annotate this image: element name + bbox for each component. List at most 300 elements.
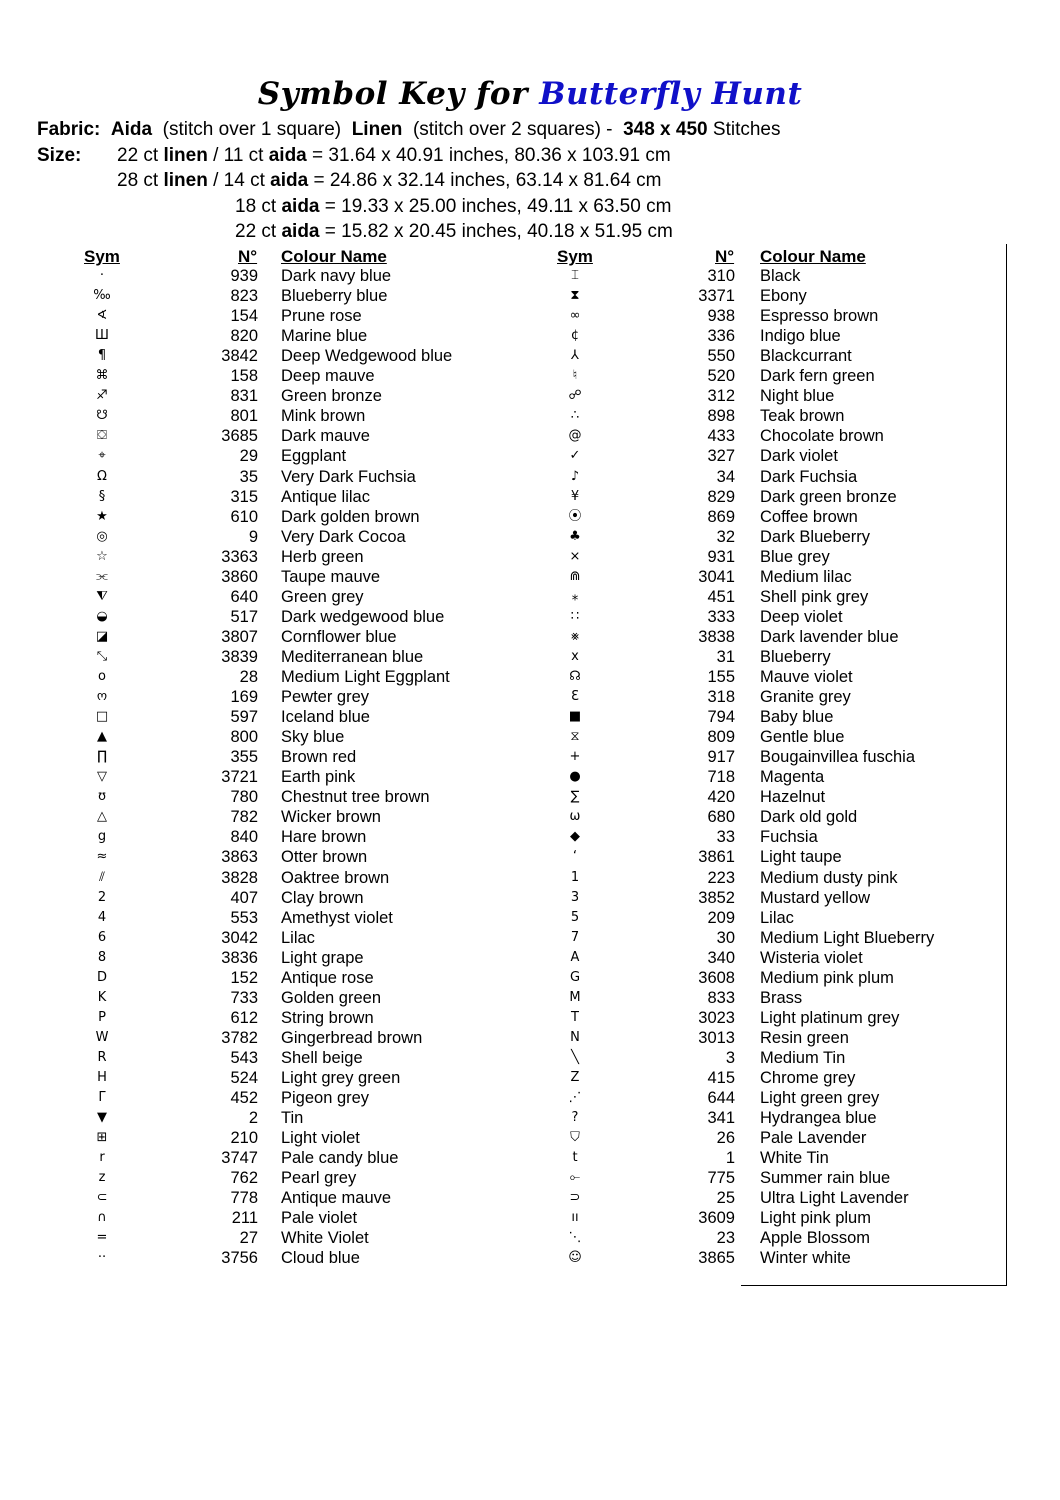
symbol-icon: ıı bbox=[571, 1210, 579, 1226]
symbol-icon: ● bbox=[569, 769, 581, 785]
colour-name: Herb green bbox=[281, 547, 364, 566]
floss-number: 340 bbox=[707, 948, 735, 967]
title-prefix: Symbol Key for bbox=[257, 76, 528, 112]
colour-name: Magenta bbox=[760, 768, 825, 787]
floss-number: 152 bbox=[230, 968, 258, 987]
symbol-icon: W bbox=[95, 1029, 109, 1045]
size-line-4: 22 ct aida = 15.82 x 20.45 inches, 40.18 x 51.95 cm bbox=[235, 221, 673, 242]
floss-number: 3861 bbox=[698, 848, 735, 867]
symbol-icon: ‘ bbox=[572, 849, 578, 865]
floss-number: 310 bbox=[707, 267, 735, 285]
symbol-icon: ☊ bbox=[569, 669, 581, 684]
floss-number: 3860 bbox=[221, 567, 258, 586]
size-line-1: 22 ct linen / 11 ct aida = 31.64 x 40.91 inches, 80.36 x 103.91 cm bbox=[117, 145, 671, 166]
floss-number: 931 bbox=[707, 547, 735, 566]
symbol-icon: ⟜ bbox=[569, 1170, 581, 1186]
left-col-sym-header: Sym bbox=[84, 247, 120, 266]
symbol-icon: P bbox=[98, 1009, 106, 1025]
colour-name: Blueberry blue bbox=[281, 287, 388, 306]
symbol-icon: ∩ bbox=[97, 1210, 107, 1226]
floss-number: 917 bbox=[707, 748, 735, 767]
left-col-num-header: N° bbox=[238, 247, 258, 266]
colour-name: Mustard yellow bbox=[760, 888, 871, 907]
colour-name: Dark old gold bbox=[760, 808, 858, 827]
colour-name: Wisteria violet bbox=[760, 948, 863, 967]
floss-number: 762 bbox=[230, 1169, 258, 1188]
page-title bbox=[0, 76, 1060, 112]
floss-number: 680 bbox=[707, 808, 735, 827]
fabric-aida: Aida bbox=[110, 119, 153, 140]
floss-number: 169 bbox=[230, 688, 258, 707]
colour-name: Blackcurrant bbox=[760, 347, 852, 366]
colour-name: Cloud blue bbox=[281, 1249, 360, 1268]
floss-number: 336 bbox=[707, 327, 735, 346]
colour-name: Hazelnut bbox=[760, 788, 826, 807]
colour-name: Night blue bbox=[760, 387, 835, 406]
colour-name: Otter brown bbox=[281, 848, 368, 867]
colour-name: Very Dark Cocoa bbox=[281, 527, 406, 546]
floss-number: 644 bbox=[707, 1089, 735, 1108]
colour-name: Deep Wedgewood blue bbox=[281, 347, 453, 366]
right-col-sym-header: Sym bbox=[557, 247, 593, 266]
floss-number: 775 bbox=[707, 1169, 735, 1188]
floss-number: 517 bbox=[230, 607, 258, 626]
stitches-label: Stitches bbox=[712, 119, 781, 140]
symbol-icon: g bbox=[97, 829, 107, 845]
colour-name: Antique lilac bbox=[281, 487, 370, 506]
symbol-icon: ⊂ bbox=[96, 1190, 108, 1206]
floss-number: 32 bbox=[716, 527, 735, 546]
colour-name: Dark mauve bbox=[281, 427, 370, 446]
symbol-icon: ∴ bbox=[570, 408, 580, 424]
symbol-icon: ¢ bbox=[570, 328, 580, 344]
colour-name: Dark green bronze bbox=[760, 487, 897, 506]
colour-name: Hare brown bbox=[281, 828, 367, 847]
colour-name: Dark lavender blue bbox=[760, 627, 899, 646]
symbol-icon: G bbox=[569, 969, 581, 985]
symbol-icon: ? bbox=[571, 1110, 579, 1126]
colour-name: Gentle blue bbox=[760, 728, 845, 747]
colour-name: Dark violet bbox=[760, 447, 838, 466]
colour-name: Prune rose bbox=[281, 307, 362, 326]
floss-number: 327 bbox=[707, 447, 735, 466]
floss-number: 1 bbox=[725, 1149, 735, 1168]
colour-name: Pearl grey bbox=[281, 1169, 357, 1188]
colour-name: Antique rose bbox=[281, 968, 374, 987]
colour-name: Antique mauve bbox=[281, 1189, 392, 1208]
colour-name: Light grape bbox=[281, 948, 364, 967]
floss-number: 26 bbox=[716, 1129, 735, 1148]
colour-name: Coffee brown bbox=[760, 507, 858, 526]
symbol-icon: Ш bbox=[95, 328, 109, 344]
symbol-icon: H bbox=[97, 1070, 107, 1085]
symbol-icon: A bbox=[570, 949, 580, 965]
colour-name: Light grey green bbox=[281, 1069, 401, 1087]
symbol-icon: ♣ bbox=[569, 528, 581, 544]
floss-number: 3747 bbox=[221, 1149, 258, 1168]
floss-number: 3685 bbox=[221, 427, 258, 446]
floss-number: 3756 bbox=[221, 1249, 258, 1268]
colour-name: Iceland blue bbox=[281, 708, 370, 727]
colour-name: Light pink plum bbox=[760, 1209, 871, 1228]
symbol-icon: ⁎ bbox=[571, 588, 579, 604]
symbol-icon: Ɛ bbox=[571, 689, 579, 705]
floss-number: 782 bbox=[230, 808, 258, 827]
floss-number: 355 bbox=[230, 748, 258, 767]
size-label: Size: bbox=[37, 145, 82, 166]
symbol-icon: K bbox=[97, 989, 107, 1005]
fabric-line bbox=[37, 119, 780, 141]
symbol-icon: ⦿ bbox=[568, 508, 582, 524]
floss-number: 209 bbox=[707, 908, 735, 927]
symbol-icon: ⤡ bbox=[96, 648, 108, 664]
colour-name: Apple Blossom bbox=[760, 1229, 871, 1248]
symbol-icon: § bbox=[98, 488, 106, 504]
colour-name: Light violet bbox=[281, 1129, 360, 1148]
floss-number: 939 bbox=[230, 267, 258, 285]
floss-number: 35 bbox=[239, 467, 258, 486]
symbol-icon: 4 bbox=[97, 909, 107, 925]
pattern-name: Butterfly Hunt bbox=[539, 76, 803, 112]
floss-number: 3371 bbox=[698, 287, 735, 306]
floss-number: 33 bbox=[716, 828, 735, 847]
colour-name: Brass bbox=[760, 988, 803, 1007]
colour-name: Tin bbox=[281, 1109, 304, 1128]
colour-name: Mediterranean blue bbox=[281, 647, 424, 666]
symbol-icon: D bbox=[96, 969, 107, 985]
floss-number: 2 bbox=[248, 1109, 258, 1128]
floss-number: 415 bbox=[707, 1069, 735, 1087]
symbol-icon: ⋰ bbox=[568, 1090, 582, 1106]
floss-number: 312 bbox=[707, 387, 735, 406]
floss-number: 718 bbox=[707, 768, 735, 787]
colour-name: Baby blue bbox=[760, 708, 834, 727]
floss-number: 34 bbox=[716, 467, 735, 486]
symbol-icon: ‰ bbox=[93, 288, 111, 304]
floss-number: 452 bbox=[230, 1089, 258, 1108]
floss-number: 25 bbox=[716, 1189, 735, 1208]
colour-name: Ebony bbox=[760, 287, 807, 306]
size-line-2: 28 ct linen / 14 ct aida = 24.86 x 32.14 inches, 63.14 x 81.64 cm bbox=[117, 170, 662, 191]
floss-number: 341 bbox=[707, 1109, 735, 1128]
box-right-border bbox=[1006, 244, 1007, 1286]
colour-name: Dark fern green bbox=[760, 367, 875, 386]
colour-name: Mink brown bbox=[281, 407, 366, 426]
colour-name: Resin green bbox=[760, 1028, 849, 1047]
colour-name: White Violet bbox=[281, 1229, 369, 1248]
colour-name: Blue grey bbox=[760, 547, 830, 566]
colour-name: Chocolate brown bbox=[760, 427, 884, 446]
stitch-count: 348 x 450 bbox=[623, 119, 708, 140]
colour-name: Medium dusty pink bbox=[760, 868, 898, 887]
floss-number: 3842 bbox=[221, 347, 258, 366]
floss-number: 407 bbox=[230, 888, 258, 907]
colour-name: Mauve violet bbox=[760, 668, 853, 686]
floss-number: 3721 bbox=[221, 768, 258, 787]
symbol-icon: ⧖ bbox=[570, 729, 580, 745]
colour-name: Dark wedgewood blue bbox=[281, 607, 445, 626]
colour-name: Sky blue bbox=[281, 728, 345, 747]
floss-number: 809 bbox=[707, 728, 735, 747]
colour-name: Winter white bbox=[760, 1249, 851, 1268]
floss-number: 3865 bbox=[698, 1249, 735, 1268]
fabric-aida-note: (stitch over 1 square) bbox=[162, 119, 342, 140]
symbol-icon: 6 bbox=[97, 929, 107, 945]
symbol-icon: Γ bbox=[98, 1090, 106, 1106]
symbol-icon: ⌖ bbox=[98, 448, 106, 464]
floss-number: 333 bbox=[707, 607, 735, 626]
symbol-icon: ⅄ bbox=[571, 348, 579, 364]
symbol-icon: ☋ bbox=[96, 408, 108, 424]
colour-name: Summer rain blue bbox=[760, 1169, 891, 1188]
colour-name: Fuchsia bbox=[760, 828, 818, 847]
symbol-icon: ⋱ bbox=[568, 1230, 582, 1246]
symbol-icon: ⊞ bbox=[96, 1130, 108, 1146]
colour-name: Deep mauve bbox=[281, 367, 375, 386]
symbol-icon: ∏ bbox=[97, 749, 107, 765]
fabric-linen: Linen bbox=[351, 119, 403, 140]
colour-name: Blueberry bbox=[760, 647, 831, 666]
colour-name: Light green grey bbox=[760, 1089, 880, 1108]
floss-number: 597 bbox=[230, 708, 258, 727]
symbol-icon: ◪ bbox=[95, 628, 109, 644]
floss-number: 433 bbox=[707, 427, 735, 446]
symbol-icon: ◎ bbox=[96, 528, 108, 544]
floss-number: 3836 bbox=[221, 948, 258, 967]
colour-name: Green grey bbox=[281, 587, 364, 606]
symbol-icon: + bbox=[569, 749, 581, 765]
colour-name: Pale Lavender bbox=[760, 1129, 867, 1148]
symbol-icon: 8 bbox=[97, 949, 107, 965]
colour-name: Dark navy blue bbox=[281, 267, 392, 285]
symbol-icon: M bbox=[569, 989, 581, 1005]
symbol-icon: ▼ bbox=[97, 1110, 107, 1126]
colour-name: Pale violet bbox=[281, 1209, 358, 1228]
right-col-num-header: N° bbox=[715, 247, 735, 266]
colour-name: Shell pink grey bbox=[760, 587, 869, 606]
symbol-icon: ω bbox=[569, 809, 581, 825]
symbol-icon: R bbox=[97, 1049, 107, 1065]
symbol-icon: ◆ bbox=[570, 829, 580, 845]
floss-number: 524 bbox=[230, 1069, 258, 1087]
symbol-icon: N bbox=[570, 1029, 580, 1045]
left-col-name-header: Colour Name bbox=[281, 247, 387, 266]
symbol-icon: ⨯ bbox=[569, 548, 581, 564]
floss-number: 420 bbox=[707, 788, 735, 807]
floss-number: 158 bbox=[230, 367, 258, 386]
colour-name: Taupe mauve bbox=[281, 567, 381, 586]
floss-number: 3609 bbox=[698, 1209, 735, 1228]
fabric-linen-note: (stitch over 2 squares) - bbox=[412, 119, 613, 140]
floss-number: 938 bbox=[707, 307, 735, 326]
colour-name: Chrome grey bbox=[760, 1069, 856, 1087]
symbol-icon: ⫘ bbox=[96, 568, 108, 584]
symbol-icon: o bbox=[98, 669, 106, 684]
floss-number: 898 bbox=[707, 407, 735, 426]
floss-number: 778 bbox=[230, 1189, 258, 1208]
colour-name: Medium Light Blueberry bbox=[760, 928, 935, 947]
symbol-icon: ☺ bbox=[568, 1250, 582, 1266]
symbol-icon: r bbox=[99, 1150, 105, 1166]
floss-number: 800 bbox=[230, 728, 258, 747]
colour-name: Light taupe bbox=[760, 848, 842, 867]
symbol-icon: ☍ bbox=[568, 388, 582, 404]
symbol-icon: ╲ bbox=[571, 1049, 579, 1065]
colour-name: Chestnut tree brown bbox=[281, 788, 430, 807]
symbol-icon: 2 bbox=[97, 889, 107, 905]
colour-name: Teak brown bbox=[760, 407, 845, 426]
symbol-icon: ⧗ bbox=[570, 288, 580, 304]
floss-number: 3608 bbox=[698, 968, 735, 987]
symbol-icon: = bbox=[96, 1230, 108, 1246]
floss-number: 543 bbox=[230, 1048, 258, 1067]
colour-name: Granite grey bbox=[760, 688, 851, 707]
colour-name: Pale candy blue bbox=[281, 1149, 399, 1168]
floss-number: 520 bbox=[707, 367, 735, 386]
floss-number: 840 bbox=[230, 828, 258, 847]
colour-name: Medium Tin bbox=[760, 1048, 846, 1067]
floss-number: 223 bbox=[707, 868, 735, 887]
symbol-icon: ★ bbox=[96, 508, 108, 524]
floss-number: 154 bbox=[230, 307, 258, 326]
colour-name: Black bbox=[760, 267, 801, 285]
symbol-icon: ▽ bbox=[97, 769, 107, 785]
floss-number: 733 bbox=[230, 988, 258, 1007]
colour-name: Wicker brown bbox=[281, 808, 381, 827]
floss-number: 3852 bbox=[698, 888, 735, 907]
colour-name: Lilac bbox=[760, 908, 794, 927]
colour-name: Eggplant bbox=[281, 447, 347, 466]
colour-name: White Tin bbox=[760, 1149, 829, 1168]
floss-number: 610 bbox=[230, 507, 258, 526]
colour-name: Brown red bbox=[281, 748, 357, 767]
colour-name: Oaktree brown bbox=[281, 868, 390, 887]
floss-number: 451 bbox=[707, 587, 735, 606]
colour-name: Dark golden brown bbox=[281, 507, 420, 526]
symbol-icon: x bbox=[571, 648, 579, 664]
symbol-icon: ∑ bbox=[570, 789, 580, 805]
floss-number: 3042 bbox=[221, 928, 258, 947]
symbol-icon: △ bbox=[97, 809, 107, 825]
floss-number: 869 bbox=[707, 507, 735, 526]
floss-number: 3013 bbox=[698, 1028, 735, 1047]
symbol-icon: ♪ bbox=[570, 468, 580, 484]
floss-number: 640 bbox=[230, 587, 258, 606]
colour-name: Medium pink plum bbox=[760, 968, 894, 987]
colour-name: String brown bbox=[281, 1008, 374, 1027]
colour-name: Earth pink bbox=[281, 768, 356, 787]
colour-name: Lilac bbox=[281, 928, 315, 947]
symbol-icon: 5 bbox=[570, 909, 580, 925]
colour-name: Green bronze bbox=[281, 387, 382, 406]
symbol-icon: ⌶ bbox=[571, 268, 579, 283]
colour-name: Clay brown bbox=[281, 888, 364, 907]
colour-name: Amethyst violet bbox=[281, 908, 393, 927]
symbol-icon: 3 bbox=[570, 889, 580, 905]
symbol-icon: t bbox=[572, 1150, 578, 1166]
symbol-icon: ✓ bbox=[569, 448, 581, 464]
floss-number: 3 bbox=[725, 1048, 735, 1067]
colour-name: Pigeon grey bbox=[281, 1089, 370, 1108]
symbol-icon: Z bbox=[570, 1070, 580, 1085]
floss-number: 823 bbox=[230, 287, 258, 306]
colour-name: Espresso brown bbox=[760, 307, 879, 326]
colour-name: Medium Light Eggplant bbox=[281, 668, 450, 686]
floss-number: 612 bbox=[230, 1008, 258, 1027]
floss-number: 553 bbox=[230, 908, 258, 927]
symbol-icon: ⨳ bbox=[570, 628, 580, 644]
colour-name: Hydrangea blue bbox=[760, 1109, 877, 1128]
symbol-icon: ¥ bbox=[570, 488, 580, 504]
colour-name: Very Dark Fuchsia bbox=[281, 467, 416, 486]
symbol-icon: @ bbox=[568, 428, 582, 444]
colour-name: Indigo blue bbox=[760, 327, 841, 346]
floss-number: 833 bbox=[707, 988, 735, 1007]
colour-name: Cornflower blue bbox=[281, 627, 397, 646]
floss-number: 3839 bbox=[221, 647, 258, 666]
symbol-icon: ⋒ bbox=[569, 568, 581, 584]
symbol-icon: Ω bbox=[97, 468, 107, 484]
symbol-icon: ≈ bbox=[96, 849, 108, 865]
colour-name: Bougainvillea fuschia bbox=[760, 748, 916, 767]
floss-number: 820 bbox=[230, 327, 258, 346]
colour-name: Marine blue bbox=[281, 327, 368, 346]
size-line-3: 18 ct aida = 19.33 x 25.00 inches, 49.11 x 63.50 cm bbox=[235, 196, 672, 217]
floss-number: 3023 bbox=[698, 1008, 735, 1027]
symbol-icon: ♐ bbox=[96, 388, 108, 404]
symbol-icon: ⌘ bbox=[95, 368, 109, 384]
symbol-icon: ·· bbox=[97, 1250, 107, 1266]
colour-name: Medium lilac bbox=[760, 567, 852, 586]
floss-number: 23 bbox=[716, 1229, 735, 1248]
symbol-icon: z bbox=[98, 1170, 106, 1186]
symbol-icon: ⫽ bbox=[99, 869, 105, 885]
symbol-icon: ⛉ bbox=[570, 1130, 580, 1146]
symbol-icon: ∷ bbox=[570, 608, 580, 624]
symbol-icon: · bbox=[99, 268, 105, 283]
floss-number: 829 bbox=[707, 487, 735, 506]
symbol-icon: ∞ bbox=[569, 308, 581, 324]
right-col-name-header: Colour Name bbox=[760, 247, 866, 266]
colour-name: Dark Blueberry bbox=[760, 527, 871, 546]
symbol-icon: ⧨ bbox=[96, 588, 108, 604]
symbol-icon: ■ bbox=[568, 709, 582, 725]
colour-name: Ultra Light Lavender bbox=[760, 1189, 909, 1208]
symbol-icon: ¶ bbox=[97, 348, 107, 364]
symbol-icon: ო bbox=[96, 689, 108, 705]
symbol-icon: ⊃ bbox=[569, 1190, 581, 1206]
floss-number: 3041 bbox=[698, 567, 735, 586]
symbol-icon: □ bbox=[95, 709, 109, 725]
colour-name: Light platinum grey bbox=[760, 1008, 900, 1027]
floss-number: 30 bbox=[716, 928, 735, 947]
symbol-icon: ⛋ bbox=[97, 428, 107, 444]
floss-number: 780 bbox=[230, 788, 258, 807]
colour-name: Shell beige bbox=[281, 1048, 363, 1067]
colour-name: Dark Fuchsia bbox=[760, 467, 858, 486]
floss-number: 27 bbox=[239, 1229, 258, 1248]
floss-number: 831 bbox=[230, 387, 258, 406]
floss-number: 3807 bbox=[221, 627, 258, 646]
floss-number: 550 bbox=[707, 347, 735, 366]
symbol-icon: ▲ bbox=[97, 729, 107, 745]
floss-number: 3782 bbox=[221, 1028, 258, 1047]
symbol-icon: ∢ bbox=[96, 308, 108, 324]
floss-number: 794 bbox=[707, 708, 735, 727]
symbol-icon: ◒ bbox=[96, 608, 108, 624]
symbol-icon: ʊ bbox=[97, 789, 107, 805]
symbol-icon: T bbox=[571, 1009, 579, 1025]
